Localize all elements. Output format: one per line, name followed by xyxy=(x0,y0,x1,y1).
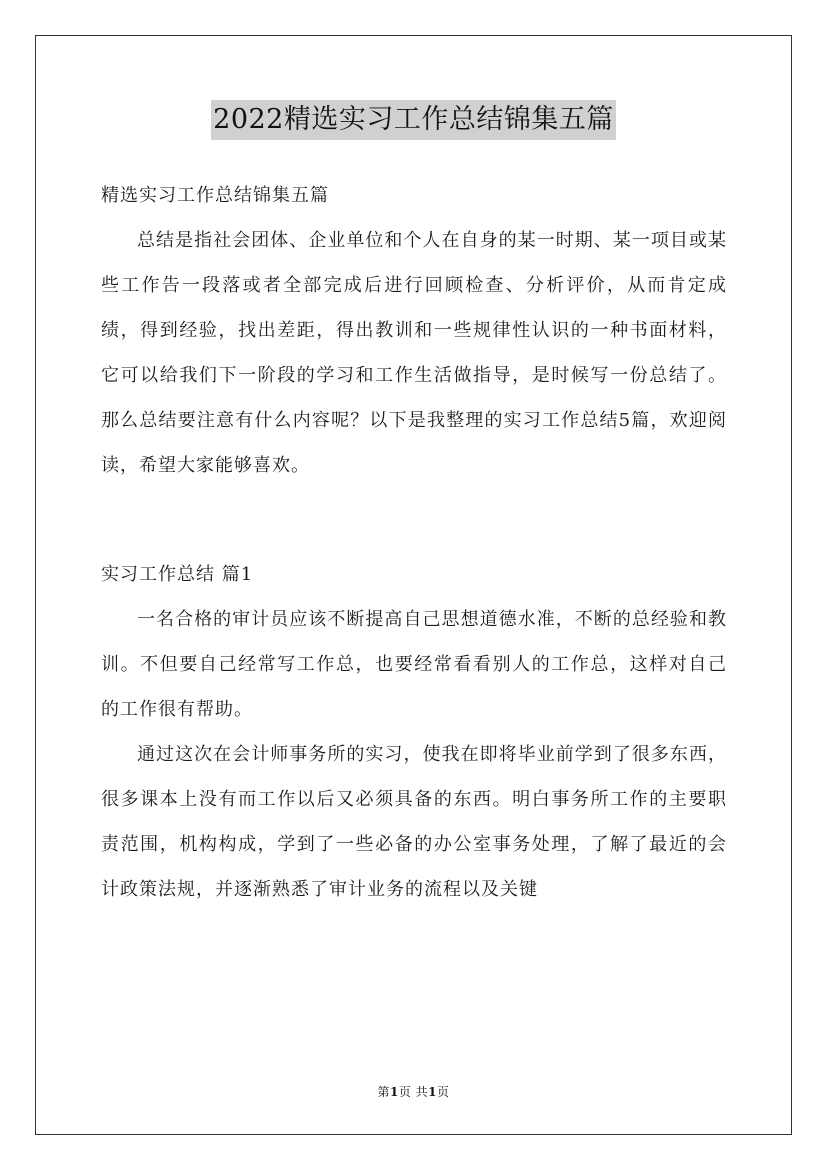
footer-page-prefix: 第 xyxy=(377,1085,390,1099)
section-heading: 实习工作总结 篇1 xyxy=(101,564,254,585)
document-title: 2022精选实习工作总结锦集五篇 xyxy=(211,100,616,140)
footer-page-current: 1 xyxy=(389,1085,399,1099)
title-area xyxy=(0,100,827,140)
section-spacer xyxy=(101,488,727,552)
footer-page-total: 1 xyxy=(428,1085,438,1099)
page-footer xyxy=(0,1083,827,1100)
footer-page-suffix: 页 xyxy=(437,1085,450,1099)
body-paragraph-1: 一名合格的审计员应该不断提高自己思想道德水准，不断的总经验和教训。不但要自己经常写工作总，也要经常看看别人的工作总，这样对自己的工作很有帮助。 xyxy=(101,609,727,720)
document-subtitle: 精选实习工作总结锦集五篇 xyxy=(101,185,329,206)
footer-page-mid: 页 共 xyxy=(398,1085,429,1099)
body-paragraph-2: 通过这次在会计师事务所的实习，使我在即将毕业前学到了很多东西，很多课本上没有而工作以后又必须具备的东西。明白事务所工作的主要职责范围，机构构成，学到了一些必备的办公室事务处理，了解了最近的会计政策法规，并逐渐熟悉了审计业务的流程以及关键 xyxy=(101,744,727,900)
intro-paragraph: 总结是指社会团体、企业单位和个人在自身的某一时期、某一项目或某些工作告一段落或者全部完成后进行回顾检查、分析评价，从而肯定成绩，得到经验，找出差距，得出教训和一些规律性认识的一种书面材料，它可以给我们下一阶段的学习和工作生活做指导，是时候写一份总结了。那么总结要注意有什么内容呢？以下是我整理的实习工作总结5篇，欢迎阅读，希望大家能够喜欢。 xyxy=(101,230,727,476)
document-body xyxy=(101,173,727,912)
